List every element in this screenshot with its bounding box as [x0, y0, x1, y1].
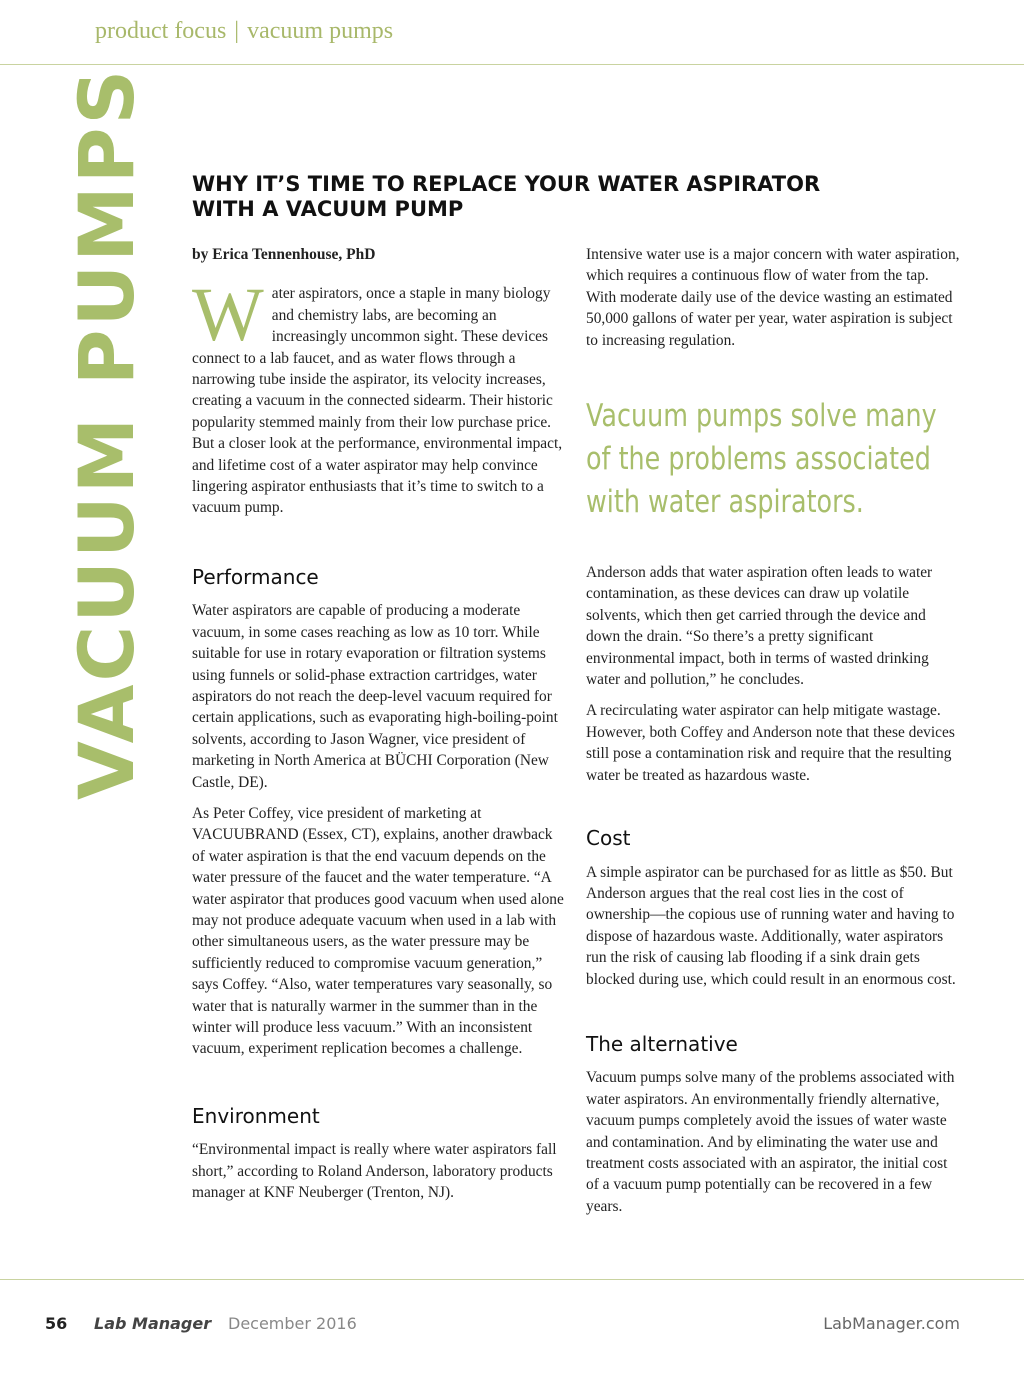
header-rule [0, 64, 1024, 65]
side-title: VACUUM PUMPS [62, 66, 151, 800]
header-section: product focus [95, 18, 227, 44]
intro-text: ater aspirators, once a staple in many biology and chemistry labs, are becoming an increasingly uncommon sight. These devices connect to a lab faucet, and as water flows through a narrowing tube inside the aspirator, its velocity increases, creating a vacuum in the connected sidearm. Their historic popularity stemmed mainly from their low purchase price. But a closer look at the performance, environmental impact, and lifetime cost of a water aspirator may help convince lingering aspirator enthusiasts that it’s time to switch to a vacuum pump. [192, 285, 563, 517]
performance-paragraph-1: Water aspirators are capable of producing a moderate vacuum, in some cases reaching as low as 10 torr. While suitable for use in rotary evaporation or filtration systems using funnels or solid-phase extraction cartridges, water aspirators do not reach the deep-level vacuum required for certain applications, such as evaporating high-boiling-point solvents, according to Jason Wagner, vice president of marketing in North America at BÜCHI Corporation (New Castle, DE). [192, 602, 558, 791]
title-line-2: WITH A VACUUM PUMP [192, 197, 464, 221]
header-topic: vacuum pumps [247, 18, 394, 44]
environment-paragraph-1: “Environmental impact is really where water aspirators fall short,” according to Roland Anderson, laboratory products manager at KNF Neuberger (Trenton, NJ). [192, 1141, 557, 1202]
alternative-heading: The alternative [586, 1031, 738, 1056]
right-paragraph-1: Intensive water use is a major concern with water aspiration, which requires a continuous flow of water from the tap. With moderate daily use of the device wasting an estimated 50,000 gallons of water per year, water aspiration is subject to increasing regulation. [586, 246, 960, 349]
footer-rule [0, 1279, 1024, 1280]
header-separator: | [234, 18, 240, 44]
running-header [95, 18, 393, 45]
cost-heading: Cost [586, 826, 631, 851]
website-link[interactable]: LabManager.com [823, 1314, 960, 1333]
cost-paragraph-1: A simple aspirator can be purchased for as little as $50. But Anderson argues that the real cost lies in the cost of ownership—the copious use of running water and having to dispose of hazardous waste. Additionally, water aspirators run the risk of causing lab flooding if a sink drain gets blocked during use, which could result in an enormous cost. [586, 863, 956, 988]
title-line-1: WHY IT’S TIME TO REPLACE YOUR WATER ASPIRATOR [192, 172, 821, 196]
left-column [192, 244, 564, 1213]
right-column [586, 244, 962, 1227]
drop-cap: W [192, 273, 264, 358]
right-paragraph-3: A recirculating water aspirator can help mitigate wastage. However, both Coffey and Anderson note that these devices still pose a contamination risk and require that the resulting water be treated as hazardous waste. [586, 702, 955, 784]
performance-heading: Performance [192, 564, 319, 589]
pull-quote: Vacuum pumps solve many of the problems associated with water aspirators. [586, 398, 937, 521]
alternative-paragraph-1: Vacuum pumps solve many of the problems associated with water aspirators. An environmentally friendly alternative, vacuum pumps completely avoid the issues of water waste and contamination. And by eliminating the water use and treatment costs associated with an aspirator, the initial cost of a vacuum pump potentially can be recovered in a few years. [586, 1069, 955, 1215]
issue-date: December 2016 [228, 1314, 357, 1333]
performance-paragraph-2: As Peter Coffey, vice president of marketing at VACUUBRAND (Essex, CT), explains, another drawback of water aspiration is that the end vacuum depends on the water pressure of the faucet and the water temperature. “A water aspirator that produces good vacuum when used alone may not produce adequate vacuum when used in a lab with other simultaneous users, as the water pressure may be sufficiently reduced to compromise vacuum generation,” says Coffey. “Also, water temperatures vary seasonally, so water that is naturally warmer in the summer than in the winter will produce less vacuum.” With an inconsistent vacuum, experiment replication becomes a challenge. [192, 804, 564, 1058]
byline: by Erica Tennenhouse, PhD [192, 246, 376, 263]
environment-heading: Environment [192, 1103, 320, 1128]
right-paragraph-2: Anderson adds that water aspiration often leads to water contamination, as these devices can draw up volatile solvents, which then get carried through the device and down the drain. “So there’s a pretty significant environmental impact, both in terms of wasted drinking water and pollution,” he concludes. [586, 564, 933, 689]
page-number: 56 [45, 1314, 68, 1333]
magazine-name: Lab Manager [94, 1314, 212, 1333]
intro-paragraph [192, 273, 564, 518]
article-title [192, 172, 872, 222]
